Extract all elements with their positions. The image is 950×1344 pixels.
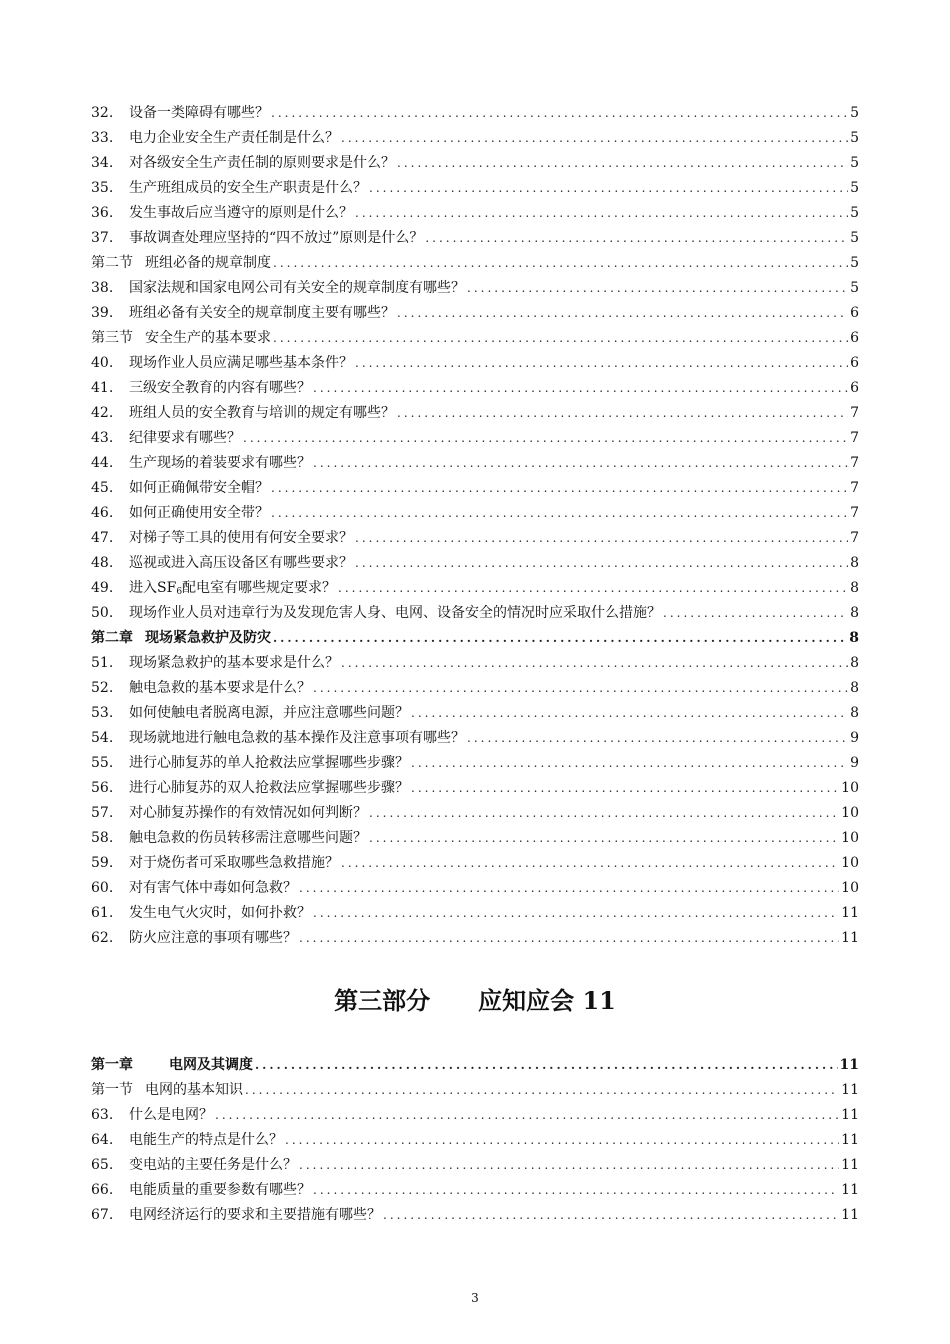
toc-entry[interactable] — [91, 201, 859, 226]
toc-entry[interactable] — [91, 1203, 859, 1228]
dot-leader — [411, 776, 839, 801]
toc-entry[interactable] — [91, 476, 859, 501]
toc-section-label: 第一节 — [91, 1082, 133, 1098]
toc-entry[interactable] — [91, 651, 859, 676]
toc-entry-title: 如何正确佩带安全帽？ — [129, 480, 269, 496]
toc-entry-title: 对各级安全生产责任制的原则要求是什么？ — [129, 155, 395, 171]
toc-entry-number: 33. — [91, 130, 114, 146]
toc-section-title: 电网的基本知识 — [145, 1082, 243, 1098]
dot-leader — [341, 851, 839, 876]
toc-entry-title: 三级安全教育的内容有哪些？ — [129, 380, 311, 396]
dot-leader — [467, 276, 848, 301]
toc-entry[interactable] — [91, 526, 859, 551]
toc-entry[interactable] — [91, 901, 859, 926]
toc-page-number: 11 — [841, 1207, 859, 1223]
dot-leader — [338, 576, 848, 601]
dot-leader — [215, 1103, 839, 1128]
toc-entry-number: 60. — [91, 880, 114, 896]
toc-chapter-label: 第一章 — [91, 1057, 133, 1073]
toc-chapter-label: 第二章 — [91, 630, 133, 646]
dot-leader — [355, 526, 848, 551]
toc-entry-title: 发生事故后应当遵守的原则是什么？ — [129, 205, 353, 221]
toc-page-number: 7 — [850, 480, 859, 496]
toc-entry-number: 34. — [91, 155, 114, 171]
toc-page-number: 5 — [850, 180, 859, 196]
toc-entry-number: 45. — [91, 480, 114, 496]
toc-entry-title: 如何使触电者脱离电源，并应注意哪些问题？ — [129, 705, 409, 721]
toc-page-number: 9 — [850, 755, 859, 771]
toc-entry[interactable] — [91, 551, 859, 576]
dot-leader — [299, 926, 839, 951]
toc-entry-title: 电网经济运行的要求和主要措施有哪些？ — [129, 1207, 381, 1223]
dot-leader — [411, 701, 848, 726]
dot-leader — [341, 126, 848, 151]
toc-entry-title: 变电站的主要任务是什么？ — [129, 1157, 297, 1173]
toc-chapter[interactable] — [91, 626, 859, 651]
toc-page-number: 7 — [850, 430, 859, 446]
toc-entry-title: 进入$SF_6$配电室有哪些规定要求？ — [129, 580, 337, 597]
toc-page-number: 5 — [850, 255, 859, 271]
dot-leader — [285, 1128, 839, 1153]
toc-page-number: 9 — [850, 730, 859, 746]
toc-page-number: 6 — [850, 305, 859, 321]
toc-entry-number: 64. — [91, 1132, 114, 1148]
toc-entry-title: 如何正确使用安全带？ — [129, 505, 269, 521]
toc-page-number: 5 — [850, 280, 859, 296]
toc-entry[interactable] — [91, 351, 859, 376]
toc-page-number: 5 — [850, 130, 859, 146]
toc-entry[interactable] — [91, 276, 859, 301]
toc-entry-title: 国家法规和国家电网公司有关安全的规章制度有哪些？ — [129, 280, 465, 296]
toc-entry-title: 进行心肺复苏的双人抢救法应掌握哪些步骤？ — [129, 780, 409, 796]
toc-entry-number: 37. — [91, 230, 114, 246]
toc-page-number: 10 — [841, 855, 859, 871]
toc-entry[interactable] — [91, 101, 859, 126]
toc-page-number: 11 — [841, 1182, 859, 1198]
page-number: 3 — [471, 1291, 479, 1305]
toc-entry-number: 36. — [91, 205, 114, 221]
toc-entry-number: 39. — [91, 305, 114, 321]
toc-page-number: 5 — [850, 105, 859, 121]
part-heading-title: 应知应会 — [478, 986, 575, 1015]
toc-entry-number: 51. — [91, 655, 114, 671]
dot-leader — [271, 101, 848, 126]
toc-section[interactable] — [91, 251, 859, 276]
toc-entry[interactable] — [91, 676, 859, 701]
toc-entry-title: 班组必备有关安全的规章制度主要有哪些？ — [129, 305, 395, 321]
toc-entry[interactable] — [91, 751, 859, 776]
dot-leader — [411, 751, 848, 776]
toc-page-number: 7 — [850, 530, 859, 546]
toc-page-number: 8 — [850, 655, 859, 671]
toc-section-label: 第三节 — [91, 330, 133, 346]
toc-entry-number: 58. — [91, 830, 114, 846]
toc-entry[interactable] — [91, 376, 859, 401]
toc-entry-number: 38. — [91, 280, 114, 296]
toc-entry-title: 发生电气火灾时，如何扑救？ — [129, 905, 311, 921]
toc-page-number: 10 — [841, 805, 859, 821]
toc-entry-number: 35. — [91, 180, 114, 196]
dot-leader — [243, 426, 848, 451]
toc-entry[interactable] — [91, 1153, 859, 1178]
toc-entry-number: 65. — [91, 1157, 114, 1173]
toc-entry[interactable] — [91, 576, 859, 601]
toc-entry[interactable] — [91, 1178, 859, 1203]
dot-leader — [341, 651, 848, 676]
toc-entry[interactable] — [91, 1128, 859, 1153]
part-heading — [0, 983, 950, 1019]
toc-page-number: 6 — [850, 355, 859, 371]
toc-page-number: 5 — [850, 205, 859, 221]
dot-leader — [255, 1053, 838, 1078]
toc-page-number: 7 — [850, 405, 859, 421]
dot-leader — [383, 1203, 839, 1228]
toc-entry-title: 触电急救的基本要求是什么？ — [129, 680, 311, 696]
dot-leader — [397, 151, 848, 176]
toc-page-number: 8 — [850, 705, 859, 721]
dot-leader — [425, 226, 848, 251]
toc-entry[interactable] — [91, 926, 859, 951]
toc-chapter[interactable] — [91, 1053, 859, 1078]
dot-leader — [299, 1153, 839, 1178]
toc-entry[interactable] — [91, 401, 859, 426]
toc-section[interactable] — [91, 1078, 859, 1103]
toc-page-number: 10 — [841, 780, 859, 796]
dot-leader — [397, 301, 848, 326]
toc-entry[interactable] — [91, 501, 859, 526]
toc-page-number: 10 — [841, 830, 859, 846]
dot-leader — [369, 801, 839, 826]
dot-leader — [355, 551, 848, 576]
dot-leader — [369, 176, 848, 201]
toc-page-number: 7 — [850, 455, 859, 471]
dot-leader — [467, 726, 848, 751]
toc-entry[interactable] — [91, 851, 859, 876]
toc-entry-title: 对有害气体中毒如何急救？ — [129, 880, 297, 896]
toc-entry[interactable] — [91, 226, 859, 251]
toc-entry[interactable] — [91, 176, 859, 201]
toc-page-number: 6 — [850, 380, 859, 396]
toc-entry-number: 49. — [91, 580, 114, 596]
dot-leader — [271, 476, 848, 501]
toc-block-knowledge — [91, 1053, 859, 1228]
toc-entry[interactable] — [91, 701, 859, 726]
dot-leader — [663, 601, 848, 626]
toc-entry-title: 进行心肺复苏的单人抢救法应掌握哪些步骤？ — [129, 755, 409, 771]
dot-leader — [313, 376, 848, 401]
part-heading-label: 第三部分 — [334, 986, 431, 1015]
toc-entry-number: 52. — [91, 680, 114, 696]
toc-page-number: 5 — [850, 230, 859, 246]
toc-entry-title: 纪律要求有哪些？ — [129, 430, 241, 446]
toc-page-number: 11 — [841, 1107, 859, 1123]
toc-entry-number: 56. — [91, 780, 114, 796]
toc-section-label: 第二节 — [91, 255, 133, 271]
toc-chapter-title: 电网及其调度 — [169, 1057, 253, 1073]
toc-entry[interactable] — [91, 451, 859, 476]
toc-page-number: 11 — [841, 1157, 859, 1173]
toc-entry-title: 什么是电网？ — [129, 1107, 213, 1123]
toc-entry[interactable] — [91, 126, 859, 151]
dot-leader — [355, 201, 848, 226]
toc-entry-number: 67. — [91, 1207, 114, 1223]
toc-entry-title: 防火应注意的事项有哪些？ — [129, 930, 297, 946]
toc-page-number: 11 — [841, 905, 859, 921]
toc-entry-title: 现场就地进行触电急救的基本操作及注意事项有哪些？ — [129, 730, 465, 746]
toc-entry-number: 55. — [91, 755, 114, 771]
toc-entry[interactable] — [91, 426, 859, 451]
dot-leader — [313, 451, 848, 476]
toc-entry-number: 47. — [91, 530, 114, 546]
toc-entry-title: 巡视或进入高压设备区有哪些要求？ — [129, 555, 353, 571]
toc-entry[interactable] — [91, 601, 859, 626]
toc-entry-title: 事故调查处理应坚持的“四不放过”原则是什么？ — [129, 230, 424, 246]
toc-entry-number: 53. — [91, 705, 114, 721]
toc-entry-number: 61. — [91, 905, 114, 921]
dot-leader — [355, 351, 848, 376]
dot-leader — [397, 401, 848, 426]
toc-page-number: 8 — [849, 630, 859, 646]
dot-leader — [245, 1078, 839, 1103]
dot-leader — [271, 501, 848, 526]
toc-entry-title: 触电急救的伤员转移需注意哪些问题？ — [129, 830, 367, 846]
toc-chapter-title: 现场紧急救护及防灾 — [145, 630, 271, 646]
toc-entry-number: 63. — [91, 1107, 114, 1123]
toc-entry-number: 40. — [91, 355, 114, 371]
toc-page-number: 11 — [839, 1057, 859, 1073]
toc-entry[interactable] — [91, 151, 859, 176]
toc-entry-title: 设备一类障碍有哪些？ — [129, 105, 269, 121]
dot-leader — [313, 1178, 839, 1203]
toc-entry-number: 46. — [91, 505, 114, 521]
toc-page-number: 6 — [850, 330, 859, 346]
toc-entry-title: 现场作业人员应满足哪些基本条件？ — [129, 355, 353, 371]
toc-page-number: 8 — [850, 555, 859, 571]
toc-entry-number: 57. — [91, 805, 114, 821]
toc-entry[interactable] — [91, 776, 859, 801]
dot-leader — [313, 676, 848, 701]
toc-entry-title: 对梯子等工具的使用有何安全要求？ — [129, 530, 353, 546]
toc-entry-title: 电能生产的特点是什么？ — [129, 1132, 283, 1148]
toc-entry-number: 50. — [91, 605, 114, 621]
toc-entry-number: 43. — [91, 430, 114, 446]
toc-entry-title: 对于烧伤者可采取哪些急救措施？ — [129, 855, 339, 871]
toc-entry-number: 42. — [91, 405, 114, 421]
dot-leader — [313, 901, 839, 926]
toc-entry-title: 电力企业安全生产责任制是什么？ — [129, 130, 339, 146]
toc-page-number: 8 — [850, 605, 859, 621]
toc-entry-number: 44. — [91, 455, 114, 471]
toc-page-number: 11 — [841, 1082, 859, 1098]
toc-entry[interactable] — [91, 1103, 859, 1128]
toc-entry-title: 对心肺复苏操作的有效情况如何判断？ — [129, 805, 367, 821]
toc-entry[interactable] — [91, 876, 859, 901]
toc-entry-number: 48. — [91, 555, 114, 571]
toc-entry-title: 班组人员的安全教育与培训的规定有哪些？ — [129, 405, 395, 421]
toc-entry[interactable] — [91, 726, 859, 751]
toc-entry-number: 32. — [91, 105, 114, 121]
toc-section-title: 安全生产的基本要求 — [145, 330, 271, 346]
toc-page-number: 7 — [850, 505, 859, 521]
dot-leader — [299, 876, 839, 901]
dot-leader — [273, 326, 848, 351]
toc-page-number: 5 — [850, 155, 859, 171]
toc-entry-number: 62. — [91, 930, 114, 946]
toc-entry-number: 41. — [91, 380, 114, 396]
toc-page-number: 11 — [841, 930, 859, 946]
toc-entry-number: 59. — [91, 855, 114, 871]
toc-entry-title: 生产班组成员的安全生产职责是什么？ — [129, 180, 367, 196]
toc-block-safety — [91, 101, 859, 951]
toc-entry-title: 现场作业人员对违章行为及发现危害人身、电网、设备安全的情况时应采取什么措施？ — [129, 605, 661, 621]
toc-section[interactable] — [91, 326, 859, 351]
toc-section-title: 班组必备的规章制度 — [145, 255, 271, 271]
toc-page-number: 8 — [850, 580, 859, 596]
toc-page-number: 11 — [841, 1132, 859, 1148]
toc-entry[interactable] — [91, 301, 859, 326]
part-heading-page: 11 — [582, 986, 616, 1015]
dot-leader — [273, 251, 848, 276]
toc-entry[interactable] — [91, 801, 859, 826]
toc-entry-title: 现场紧急救护的基本要求是什么？ — [129, 655, 339, 671]
toc-page-number: 8 — [850, 680, 859, 696]
dot-leader — [273, 626, 847, 651]
toc-entry-title: 电能质量的重要参数有哪些？ — [129, 1182, 311, 1198]
toc-page-number: 10 — [841, 880, 859, 896]
toc-entry-title: 生产现场的着装要求有哪些？ — [129, 455, 311, 471]
toc-entry-number: 66. — [91, 1182, 114, 1198]
toc-entry-number: 54. — [91, 730, 114, 746]
toc-entry[interactable] — [91, 826, 859, 851]
dot-leader — [369, 826, 839, 851]
